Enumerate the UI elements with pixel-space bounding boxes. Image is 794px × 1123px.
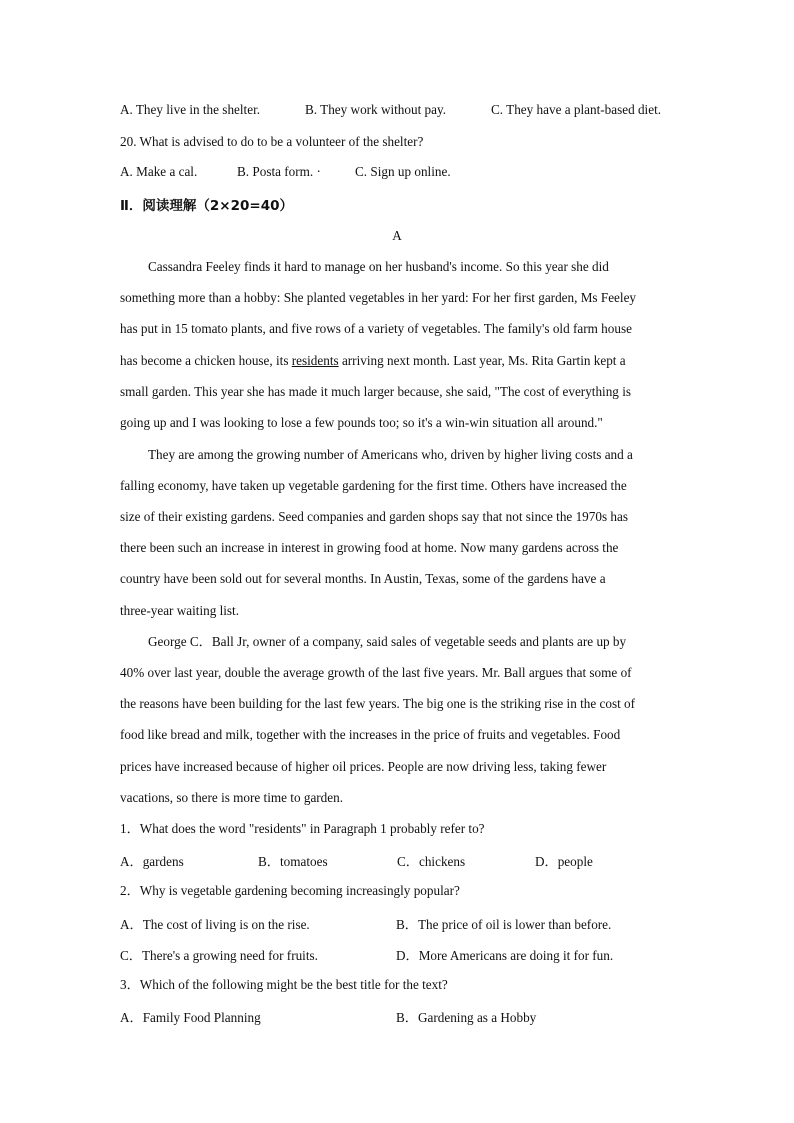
p3-line: the reasons have been building for the last few years. The big one is the striking rise in the cost of bbox=[120, 696, 636, 711]
q20-option-c: C. Sign up online. bbox=[355, 164, 451, 179]
question-1-stem: 1．What does the word "residents" in Paragraph 1 probably refer to? bbox=[120, 821, 485, 836]
question-1-option-d: D．people bbox=[535, 854, 593, 869]
p3-line: 40% over last year, double the average growth of the last five years. Mr. Ball argues that some of bbox=[120, 665, 632, 680]
p2-line: size of their existing gardens. Seed companies and garden shops say that not since the 1970s has bbox=[120, 509, 628, 524]
p1-line: something more than a hobby: She planted vegetables in her yard: For her first garden, Ms Feeley bbox=[120, 290, 637, 305]
p1-text: has become a chicken house, its bbox=[120, 353, 292, 368]
p1-line: Cassandra Feeley finds it hard to manage on her husband's income. So this year she did bbox=[148, 259, 609, 274]
p2-line: They are among the growing number of Americans who, driven by higher living costs and a bbox=[148, 447, 633, 462]
question-2-option-b: B．The price of oil is lower than before. bbox=[396, 917, 612, 932]
underlined-word-residents: residents bbox=[291, 353, 339, 368]
p1-line: small garden. This year she has made it much larger because, she said, "The cost of everything is bbox=[120, 384, 631, 399]
question-1-option-c: C．chickens bbox=[397, 854, 466, 869]
q20-option-b: B. Posta form. · bbox=[237, 164, 321, 179]
p2-line: falling economy, have taken up vegetable gardening for the first time. Others have increased the bbox=[120, 478, 627, 493]
question-2-stem: 2．Why is vegetable gardening becoming increasingly popular? bbox=[120, 883, 460, 898]
question-2-option-c: C．There's a growing need for fruits. bbox=[120, 948, 318, 963]
q19-option-a: A. They live in the shelter. bbox=[120, 102, 261, 117]
question-3-option-b: B．Gardening as a Hobby bbox=[396, 1010, 537, 1025]
p2-line: country have been sold out for several months. In Austin, Texas, some of the gardens have a bbox=[120, 571, 606, 586]
q20-option-a: A. Make a cal. bbox=[120, 164, 198, 179]
p1-text: arriving next month. Last year, Ms. Rita Gartin kept a bbox=[338, 353, 626, 368]
question-2-option-d: D．More Americans are doing it for fun. bbox=[396, 948, 614, 963]
q19-option-b: B. They work without pay. bbox=[305, 102, 447, 117]
q20-stem: 20. What is advised to do to be a volunteer of the shelter? bbox=[120, 134, 424, 149]
p3-line: prices have increased because of higher oil prices. People are now driving less, taking fewer bbox=[120, 759, 607, 774]
question-3-stem: 3．Which of the following might be the best title for the text? bbox=[120, 977, 448, 992]
p3-line: George C．Ball Jr, owner of a company, said sales of vegetable seeds and plants are up by bbox=[148, 634, 627, 649]
p1-line: going up and I was looking to lose a few pounds too; so it's a win-win situation all around." bbox=[120, 415, 603, 430]
question-2-option-a: A．The cost of living is on the rise. bbox=[120, 917, 310, 932]
section-title: Ⅱ．阅读理解（2×20=40） bbox=[120, 198, 293, 214]
p1-line bbox=[120, 352, 626, 370]
question-1-option-b: B．tomatoes bbox=[258, 854, 328, 869]
p2-line: three-year waiting list. bbox=[120, 603, 240, 618]
question-1-option-a: A．gardens bbox=[120, 854, 184, 869]
p3-line: food like bread and milk, together with the increases in the price of fruits and vegetables. Food bbox=[120, 727, 621, 742]
p2-line: there been such an increase in interest in growing food at home. Now many gardens across the bbox=[120, 540, 619, 555]
question-3-option-a: A．Family Food Planning bbox=[120, 1010, 261, 1025]
p3-line: vacations, so there is more time to garden. bbox=[120, 790, 344, 805]
passage-label: A bbox=[392, 228, 402, 243]
q19-option-c: C. They have a plant-based diet. bbox=[491, 102, 662, 117]
p1-line: has put in 15 tomato plants, and five rows of a variety of vegetables. The family's old farm house bbox=[120, 321, 632, 336]
